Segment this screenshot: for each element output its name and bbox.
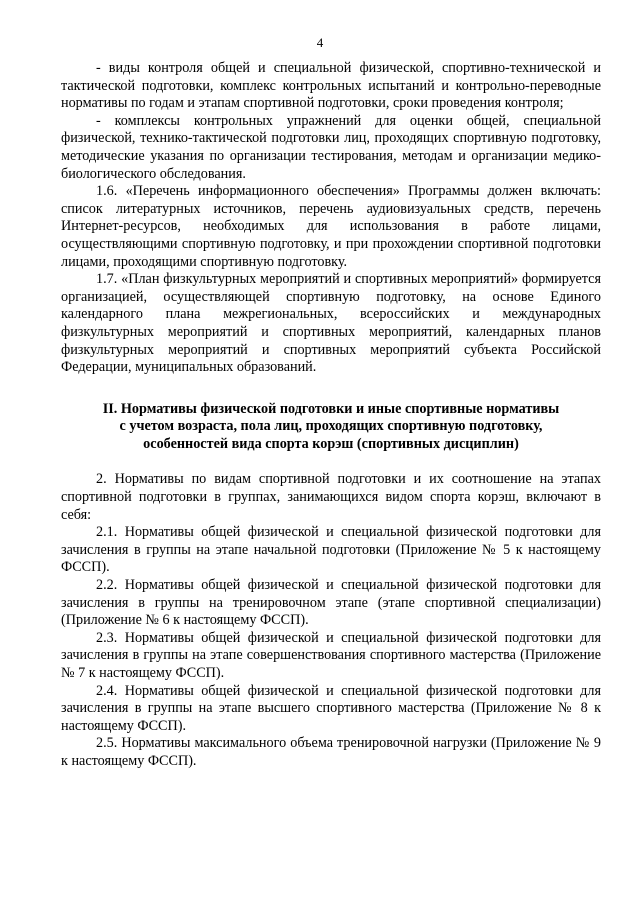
paragraph-2-3: 2.3. Нормативы общей физической и специальной физической подготовки для зачисления в группы на этапе совершенствования спортивного мастерства (Приложение № 7 к настоящему ФССП). bbox=[61, 629, 601, 681]
section-heading-line: особенностей вида спорта корэш (спортивных дисциплин) bbox=[143, 435, 519, 452]
paragraph-2-1: 2.1. Нормативы общей физической и специальной физической подготовки для зачисления в группы на этапе начальной подготовки (Приложение № 5 к настоящему ФССП). bbox=[61, 524, 601, 576]
paragraph-2-5: 2.5. Нормативы максимального объема тренировочной нагрузки (Приложение № 9 к настоящему ФССП). bbox=[61, 735, 601, 769]
page-number: 4 bbox=[316, 35, 324, 50]
section-heading-ii bbox=[61, 401, 601, 454]
section-heading-line: с учетом возраста, пола лиц, проходящих спортивную подготовку, bbox=[119, 418, 543, 435]
paragraph-2: 2. Нормативы по видам спортивной подготовки и их соотношение на этапах спортивной подготовки в группах, занимающихся видом спорта корэш, включают в себя: bbox=[61, 471, 601, 523]
document-body bbox=[61, 60, 601, 771]
paragraph-1-6: 1.6. «Перечень информационного обеспечения» Программы должен включать: список литературных источников, перечень аудиовизуальных средств, перечень Интернет-ресурсов, необходимых для использования в работе лицами, осуществляющими спортивную подготовку, и при прохождении спортивной подготовки лицами, проходящими спортивную подготовку. bbox=[61, 183, 601, 270]
paragraph-1-7: 1.7. «План физкультурных мероприятий и спортивных мероприятий» формируется организацией, осуществляющей спортивную подготовку, на основе Единого календарного плана межрегиональных, всероссийских и международных физкультурных мероприятий и спортивных мероприятий, календарных планов физкультурных мероприятий и спортивных мероприятий субъекта Российской Федерации, муниципальных образований. bbox=[61, 271, 601, 376]
paragraph-2-2: 2.2. Нормативы общей физической и специальной физической подготовки для зачисления в группы на тренировочном этапе (этапе спортивной специализации) (Приложение № 6 к настоящему ФССП). bbox=[61, 577, 601, 629]
paragraph-2-4: 2.4. Нормативы общей физической и специальной физической подготовки для зачисления в группы на этапе высшего спортивного мастерства (Приложение № 8 к настоящему ФССП). bbox=[61, 682, 601, 734]
paragraph-control-exercises: - комплексы контрольных упражнений для оценки общей, специальной физической, технико-тактической подготовки лиц, проходящих спортивную подготовку, методические указания по организации тестирования, методам и организации медико-биологического обследования. bbox=[61, 112, 601, 182]
section-heading-line: II. Нормативы физической подготовки и иные спортивные нормативы bbox=[102, 400, 560, 417]
paragraph-control-types: - виды контроля общей и специальной физической, спортивно-технической и тактической подготовки, комплекс контрольных испытаний и контрольно-переводные нормативы по годам и этапам спортивной подготовки, сроки проведения контроля; bbox=[61, 60, 601, 112]
